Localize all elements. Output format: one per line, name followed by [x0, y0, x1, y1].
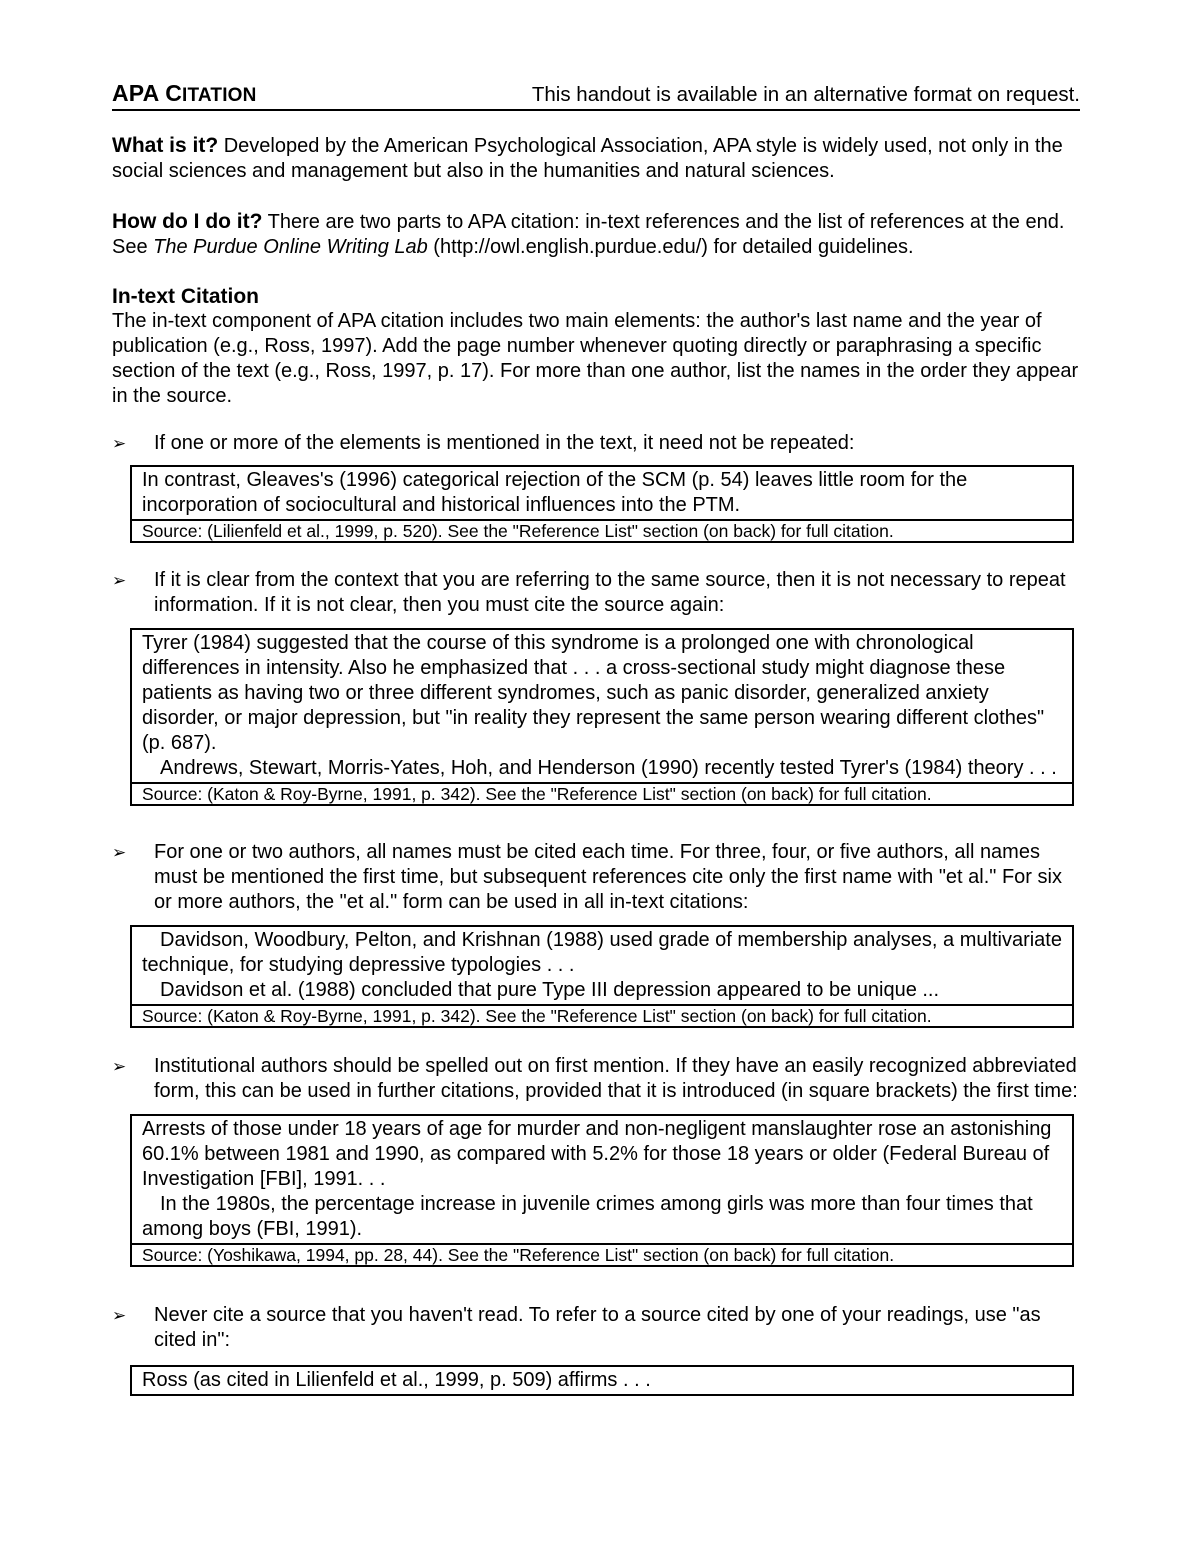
- how-text-1: There are two parts to APA citation: in-text references and the list of references at the end. See: [112, 211, 1065, 258]
- handout-page: [112, 80, 1080, 1396]
- what-is-it-paragraph: [112, 133, 1080, 184]
- example-box: [130, 465, 1074, 543]
- example-text: In contrast, Gleaves's (1996) categorical rejection of the SCM (p. 54) leaves little room for the incorporation of sociocultural and historical influences into the PTM.: [142, 469, 968, 516]
- example-text-2: Davidson et al. (1988) concluded that pure Type III depression appeared to be unique ...: [160, 979, 940, 1001]
- arrow-bullet-icon: ➢: [112, 843, 127, 862]
- arrow-bullet-icon: ➢: [112, 1306, 127, 1325]
- example-text: Davidson, Woodbury, Pelton, and Krishnan (1988) used grade of membership analyses, a multivariate technique, for studying depressive typologies . . .: [142, 929, 1062, 976]
- example-source: Source: (Lilienfeld et al., 1999, p. 520). See the "Reference List" section (on back) for full citation.: [132, 519, 1072, 541]
- title-part-a: APA C: [112, 80, 182, 106]
- example-text: Arrests of those under 18 years of age for murder and non-negligent manslaughter rose an astonishing 60.1% between 1981 and 1990, as compared with 5.2% for those 18 years or older (Federal Bureau of Investigation [FBI], 1991. . .: [142, 1118, 1052, 1190]
- example-source: Source: (Katon & Roy-Byrne, 1991, p. 342). See the "Reference List" section (on back) for full citation.: [132, 1004, 1072, 1026]
- example-source: Source: (Yoshikawa, 1994, pp. 28, 44). See the "Reference List" section (on back) for full citation.: [132, 1243, 1072, 1265]
- bullet-text: For one or two authors, all names must be cited each time. For three, four, or five authors, all names must be mentioned the first time, but subsequent references cite only the first name with "et al." For six or more authors, the "et al." form can be used in all in-text citations:: [154, 841, 1062, 913]
- arrow-bullet-icon: ➢: [112, 1057, 127, 1076]
- how-text-2: (http://owl.english.purdue.edu/) for detailed guidelines.: [427, 236, 914, 258]
- arrow-bullet-icon: ➢: [112, 434, 127, 453]
- in-text-citation-paragraph: The in-text component of APA citation includes two main elements: the author's last name and the year of publication (e.g., Ross, 1997). Add the page number whenever quoting directly or paraphrasing a specific section of the text (e.g., Ross, 1997, p. 17). For more than one author, list the names in the order they appear in the source.: [112, 310, 1079, 407]
- title-part-b: ITATION: [182, 85, 257, 106]
- how-do-i-do-it-paragraph: [112, 209, 1080, 260]
- how-lead: How do I do it?: [112, 210, 263, 233]
- header: [112, 80, 1080, 111]
- example-box: [130, 925, 1074, 1028]
- bullet-item: [112, 1303, 1080, 1353]
- example-text: Ross (as cited in Lilienfeld et al., 1999, p. 509) affirms . . .: [142, 1369, 651, 1391]
- arrow-bullet-icon: ➢: [112, 571, 127, 590]
- example-text: Tyrer (1984) suggested that the course of this syndrome is a prolonged one with chronological differences in intensity. Also he emphasized that . . . a cross-sectional study might diagnose these patients as having two or three different syndromes, such as panic disorder, generalized anxiety disorder, or major depression, but "in reality they represent the same person wearing different clothes" (p. 687).: [142, 632, 1045, 754]
- bullet-item: [112, 431, 1080, 456]
- format-notice: This handout is available in an alternative format on request.: [531, 83, 1080, 106]
- bullet-text: If it is clear from the context that you are referring to the same source, then it is not necessary to repeat information. If it is not clear, then you must cite the source again:: [154, 569, 1066, 616]
- what-is-it-text: Developed by the American Psychological Association, APA style is widely used, not only in the social sciences and management but also in the humanities and natural sciences.: [112, 135, 1063, 182]
- in-text-citation-heading: In-text Citation: [112, 285, 259, 308]
- example-text-2: In the 1980s, the percentage increase in juvenile crimes among girls was more than four times that among boys (FBI, 1991).: [142, 1193, 1033, 1240]
- example-box: [130, 1365, 1074, 1396]
- example-source: Source: (Katon & Roy-Byrne, 1991, p. 342). See the "Reference List" section (on back) for full citation.: [132, 782, 1072, 804]
- example-box: [130, 1114, 1074, 1267]
- example-text-2: Andrews, Stewart, Morris-Yates, Hoh, and Henderson (1990) recently tested Tyrer's (1984) theory . . .: [160, 757, 1057, 779]
- bullet-text: Never cite a source that you haven't read. To refer to a source cited by one of your readings, use "as cited in":: [154, 1304, 1041, 1351]
- bullet-item: [112, 568, 1080, 618]
- bullet-item: [112, 840, 1080, 915]
- page-title: [112, 80, 257, 107]
- purdue-owl-title: The Purdue Online Writing Lab: [153, 236, 428, 258]
- bullet-text: If one or more of the elements is mentioned in the text, it need not be repeated:: [154, 432, 855, 454]
- bullet-text: Institutional authors should be spelled out on first mention. If they have an easily recognized abbreviated form, this can be used in further citations, provided that it is introduced (in square brackets) the first time:: [154, 1055, 1078, 1102]
- bullet-item: [112, 1054, 1080, 1104]
- what-is-it-lead: What is it?: [112, 134, 219, 157]
- example-box: [130, 628, 1074, 806]
